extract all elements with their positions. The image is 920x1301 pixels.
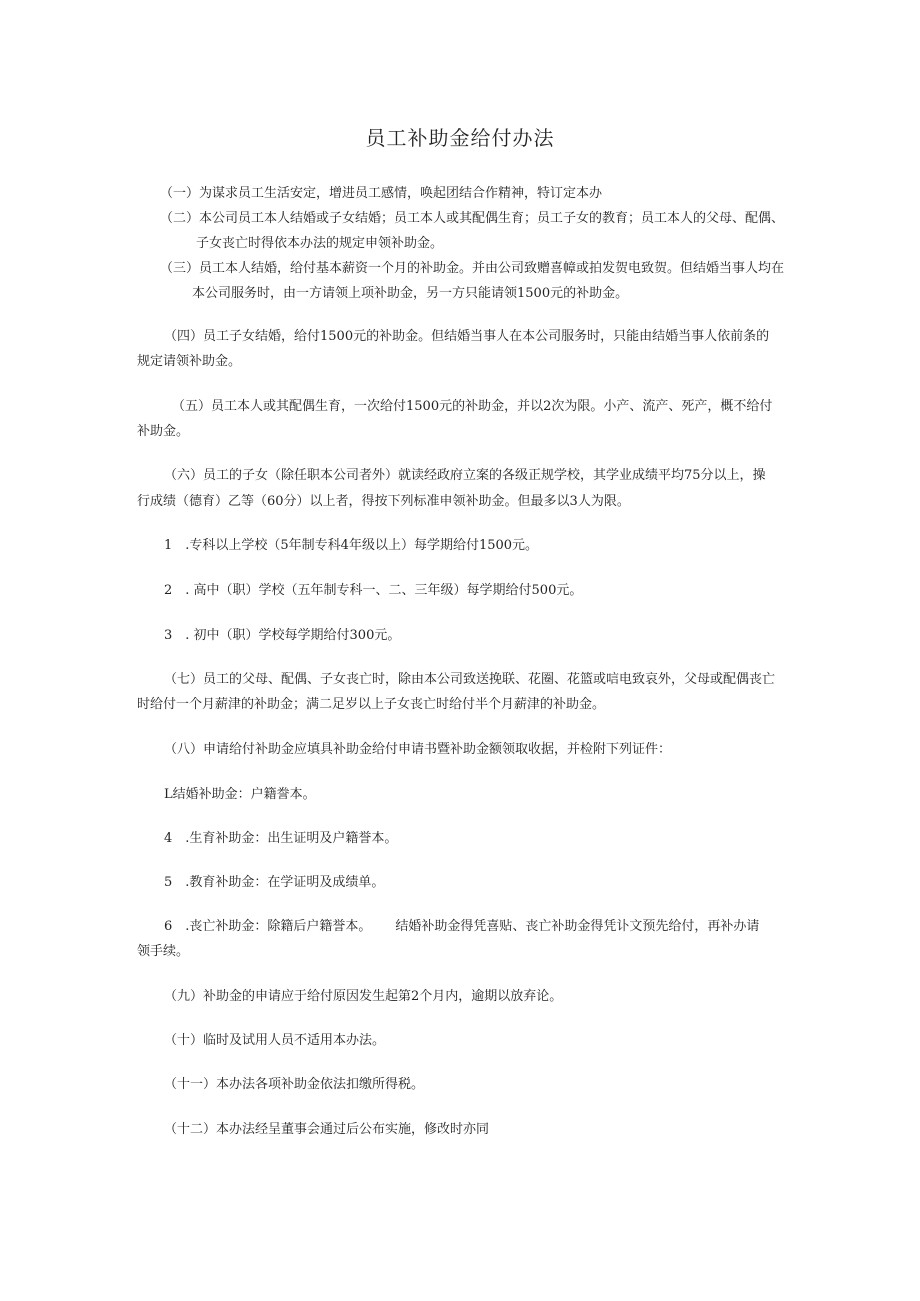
document-title: 员工补助金给付办法 [365,126,555,150]
clause-2-line-1: （二）本公司员工本人结婚或子女结婚；员工本人或其配偶生育；员工子女的教育；员工本人的父母、配偶、 [160,211,785,226]
clause-8: （八）申请给付补助金应填具补助金给付申请书暨补助金额领取收据，并检附下列证件： [164,742,672,757]
list-item-1: 1 .专科以上学校（5年制专科4年级以上）每学期给付1500元。 [164,538,539,553]
clause-5-line-1: （五）员工本人或其配偶生育，一次给付1500元的补助金，并以2次为限。小产、流产、死产，概不给付 [172,399,773,414]
bereavement-text: 6 .丧亡补助金：除籍后户籍誉本。 [164,919,372,934]
clause-10: （十）临时及试用人员不适用本办法。 [164,1033,386,1048]
clause-7-line-2: 时给付一个月薪津的补助金；满二足岁以上子女丧亡时给付半个月薪津的补助金。 [137,697,606,712]
list-item-birth: 4 .生育补助金：出生证明及户籍誉本。 [164,831,398,846]
clause-3-line-1: （三）员工本人结婚，给付基本薪资一个月的补助金。并由公司致赠喜幛或拍发贺电致贺。但结婚当事人均在 [160,261,785,276]
clause-2-line-2: 子女丧亡时得依本办法的规定申领补助金。 [196,236,444,251]
list-item-2: 2 . 高中（职）学校（五年制专科一、二、三年级）每学期给付500元。 [164,583,583,598]
clause-9: （九）补助金的申请应于给付原因发生起第2个月内，逾期以放弃论。 [164,989,563,1004]
advance-payment-note-line-2: 领手续。 [137,944,190,959]
advance-payment-note: 结婚补助金得凭喜贴、丧亡补助金得凭讣文预先给付，再补办请 [395,919,760,934]
list-item-3: 3 . 初中（职）学校每学期给付300元。 [164,628,401,643]
clause-11: （十一）本办法各项补助金依法扣缴所得税。 [164,1077,425,1092]
clause-1: （一）为谋求员工生活安定，增进员工感情，唤起团结合作精神，特订定本办 [160,186,603,201]
list-item-marriage: L结婚补助金：户籍誊本。 [164,787,316,802]
list-item-education: 5 .教育补助金：在学证明及成绩单。 [164,875,385,890]
clause-5-line-2: 补助金。 [137,424,190,439]
clause-6-line-2: 行成绩（德育）乙等（60分）以上者，得按下列标准申领补助金。但最多以3人为限。 [137,494,630,509]
clause-12: （十二）本办法经呈董事会通过后公布实施，修改时亦同 [164,1122,490,1137]
clause-4-line-2: 规定请领补助金。 [137,354,242,369]
clause-6-line-1: （六）员工的子女（除任职本公司者外）就读经政府立案的各级正规学校，其学业成绩平均75分以上，操 [164,468,766,483]
clause-3-line-2: 本公司服务时，由一方请领上项补助金，另一方只能请领1500元的补助金。 [192,286,629,301]
clause-4-line-1: （四）员工子女结婚，给付1500元的补助金。但结婚当事人在本公司服务时，只能由结婚当事人依前条的 [164,329,770,344]
list-item-bereavement [164,918,759,936]
clause-7-line-1: （七）员工的父母、配偶、子女丧亡时，除由本公司致送挽联、花圈、花篮或唁电致哀外，父母或配偶丧亡 [164,672,776,687]
